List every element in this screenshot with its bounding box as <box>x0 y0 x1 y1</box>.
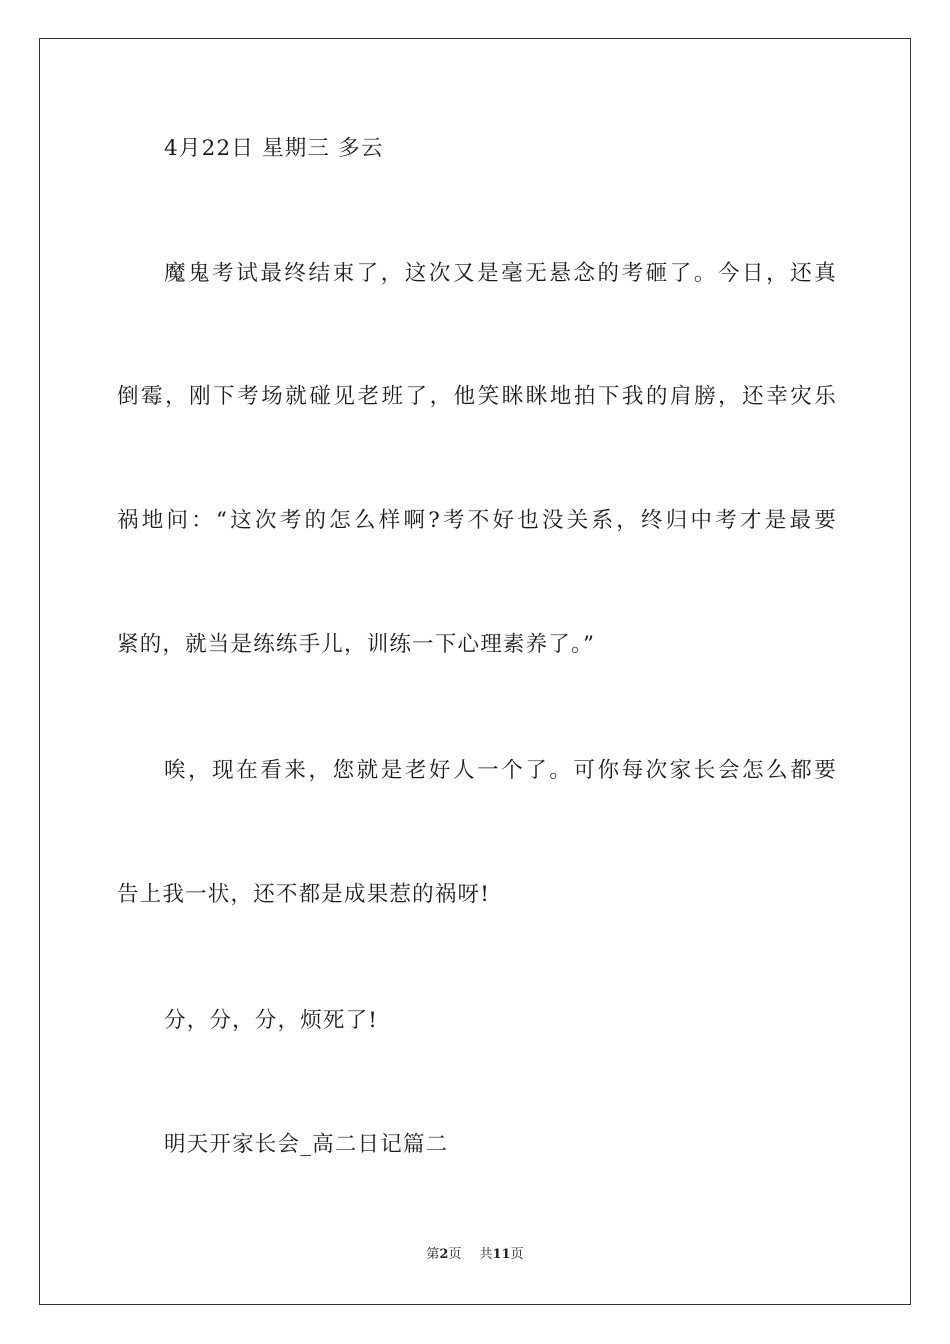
footer-total-prefix: 共 <box>479 1247 493 1262</box>
paragraph-2-line-2: 告上我一状，还不都是成果惹的祸呀! <box>117 882 491 907</box>
paragraph-3-line-1: 分，分，分，烦死了! <box>164 1008 379 1033</box>
paragraph-1-line-1: 魔鬼考试最终结束了，这次又是毫无悬念的考砸了。今日，还真 <box>164 261 837 286</box>
page-border <box>39 38 911 1305</box>
footer-total-suffix: 页 <box>510 1247 524 1262</box>
footer-page-number: 2 <box>439 1247 449 1262</box>
footer-page-prefix: 第 <box>426 1247 440 1262</box>
paragraph-1-line-3: 祸地问：“这次考的怎么样啊?考不好也没关系，终归中考才是最要 <box>117 508 837 533</box>
paragraph-1-line-2: 倒霉，刚下考场就碰见老班了，他笑眯眯地拍下我的肩膀，还幸灾乐 <box>117 384 837 409</box>
paragraph-2-line-1: 唉，现在看来，您就是老好人一个了。可你每次家长会怎么都要 <box>164 758 837 783</box>
date-line: 4月22日 星期三 多云 <box>164 136 384 161</box>
paragraph-1-line-4: 紧的，就当是练练手儿，训练一下心理素养了。” <box>117 632 596 657</box>
footer-page-suffix: 页 <box>448 1247 462 1262</box>
footer-total-pages: 11 <box>492 1247 511 1262</box>
section-heading: 明天开家长会_高二日记篇二 <box>164 1132 449 1157</box>
page-footer <box>0 1246 950 1264</box>
